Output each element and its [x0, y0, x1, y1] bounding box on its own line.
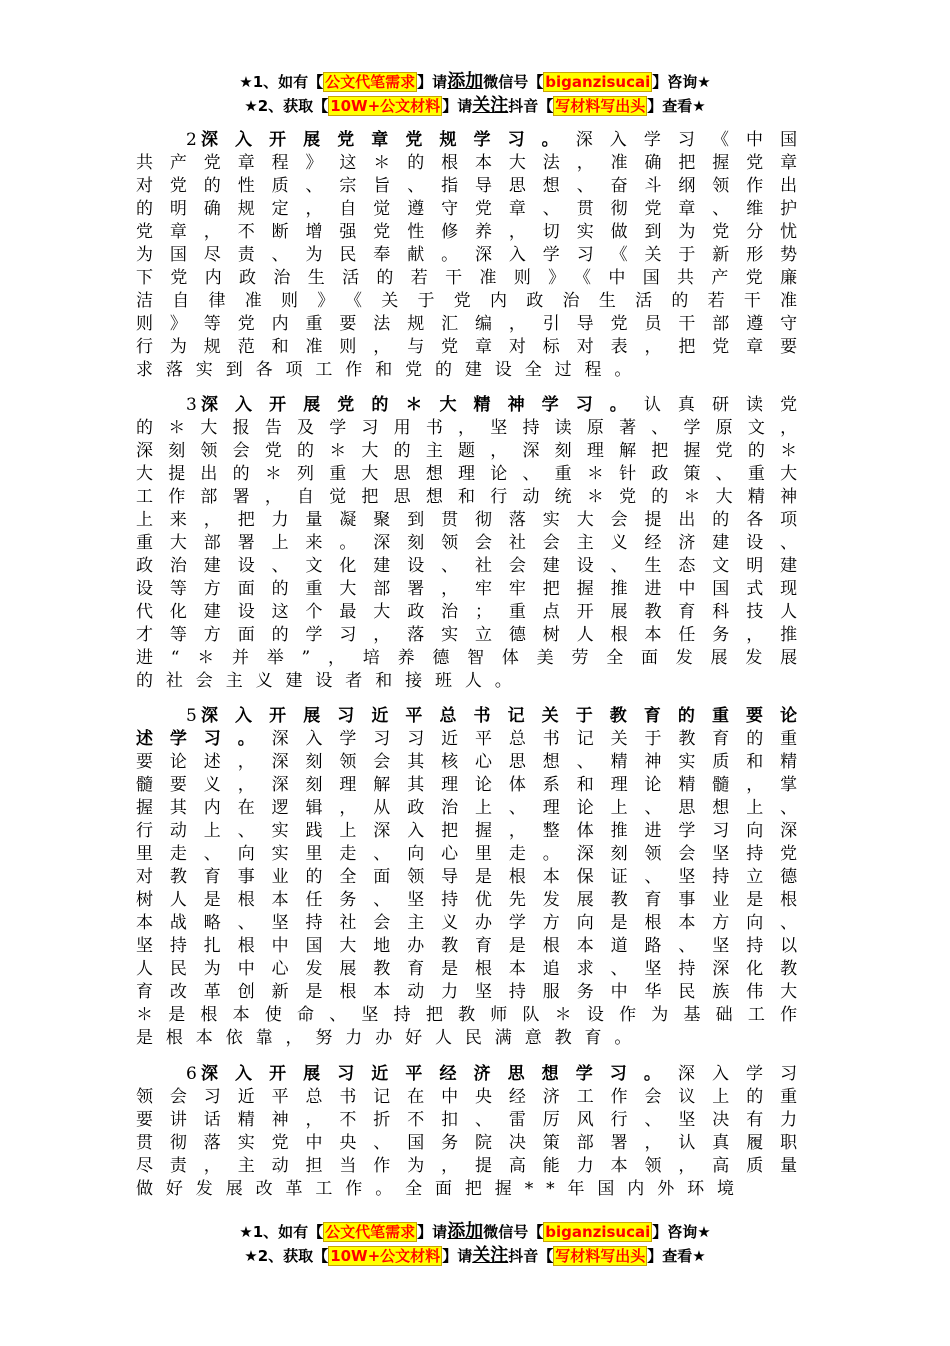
paragraph-text: 育改革创新是根本动力坚持服务中华民族伟大	[136, 982, 810, 1002]
promo-text: 】查看★	[647, 1247, 706, 1265]
douyin-id: 写材料写出头	[555, 1247, 646, 1265]
promo-highlight: 10W+公文材料	[330, 1247, 441, 1265]
paragraph-text: 深刻领会党的＊大的主题，深刻理解把握党的＊	[136, 441, 810, 461]
text-line	[136, 1063, 810, 1086]
promo-line-2	[0, 94, 950, 118]
paragraph-number: 2	[186, 130, 197, 150]
paragraph-text: 共产党章程》这＊的根本大法，准确把握党章	[136, 153, 810, 173]
paragraph-5	[136, 705, 810, 1050]
douyin-id: 写材料写出头	[555, 97, 646, 115]
text-line	[136, 624, 810, 647]
paragraph-number: 3	[186, 395, 197, 415]
text-line	[136, 889, 810, 912]
text-line	[136, 705, 810, 728]
paragraph-text: 领会习近平总书记在中央经济工作会议上的重	[136, 1087, 810, 1107]
promo-highlight: 公文代笔需求	[325, 73, 416, 91]
text-line	[136, 359, 810, 382]
promo-text: 】咨询★	[652, 1223, 711, 1241]
promo-text: 】请	[442, 97, 473, 115]
wechat-id: biganzisucai	[545, 1223, 651, 1241]
paragraph-2	[136, 129, 810, 382]
text-line	[136, 221, 810, 244]
promo-text: ★2、获取【	[244, 97, 329, 115]
promo-emphasis: 关注	[472, 95, 509, 116]
text-line	[136, 601, 810, 624]
text-line	[136, 1109, 810, 1132]
paragraph-text: 髓要义，深刻理解其理论体系和理论精髓，掌	[136, 775, 810, 795]
text-line	[136, 290, 810, 313]
paragraph-text: 尽责，主动担当作为，提高能力本领，高质量	[136, 1156, 810, 1176]
promo-line-1	[0, 70, 950, 94]
paragraph-text: 大提出的＊列重大思想理论、重＊针政策、重大	[136, 464, 810, 484]
paragraph-text: 才等方面的学习，落实立德树人根本任务，推	[136, 625, 810, 645]
paragraph-text: 重大部署上来。深刻领会社会主义经济建设、	[136, 533, 810, 553]
promo-emphasis: 添加	[447, 71, 484, 92]
text-line	[136, 336, 810, 359]
text-line	[136, 486, 810, 509]
paragraph-text: 握其内在逻辑，从政治上、理论上、思想上、	[136, 798, 810, 818]
paragraph-text: 深入学习	[677, 1064, 810, 1084]
paragraph-text: 工作部署，自觉把思想和行动统＊党的＊大精神	[136, 487, 810, 507]
text-line	[136, 175, 810, 198]
text-line	[136, 440, 810, 463]
text-line	[136, 532, 810, 555]
paragraph-text: 上来，把力量凝聚到贯彻落实大会提出的各项	[136, 510, 810, 530]
promo-line-2	[0, 1244, 950, 1268]
paragraph-text: 下党内政治生活的若干准则》《中国共产党廉	[136, 268, 810, 288]
paragraph-text: 的＊大报告及学习用书，坚持读原著、学原文，	[136, 418, 810, 438]
paragraph-text: 本战略、坚持社会主义办学方向是根本方向、	[136, 913, 810, 933]
paragraph-heading: 深入开展习近平总书记关于教育的重要论	[196, 706, 810, 726]
paragraph-text: 里走、向实里走、向心里走。深刻领会坚持党	[136, 844, 810, 864]
text-line	[136, 1178, 810, 1201]
paragraph-text: 做好发展改革工作。全面把握**年国内外环境	[136, 1179, 747, 1199]
promo-line-1	[0, 1220, 950, 1244]
promo-text: 抖音【	[508, 97, 554, 115]
promo-emphasis: 添加	[447, 1221, 484, 1242]
promo-highlight: 10W+公文材料	[330, 97, 441, 115]
promo-text: 】请	[417, 73, 448, 91]
paragraph-text: 深入学习《中国	[575, 130, 810, 150]
paragraph-heading: 深入开展习近平经济思想学习。	[196, 1064, 678, 1084]
text-line	[136, 394, 810, 417]
text-line	[136, 1027, 810, 1050]
wechat-id: biganzisucai	[545, 73, 651, 91]
text-line	[136, 1086, 810, 1109]
text-line	[136, 843, 810, 866]
paragraph-text: 树人是根本任务、坚持优先发展教育事业是根	[136, 890, 810, 910]
text-line	[136, 1132, 810, 1155]
paragraph-text: 求落实到各项工作和党的建设全过程。	[136, 360, 645, 380]
paragraph-text: 进“＊并举”，培养德智体美劳全面发展发展	[136, 648, 810, 668]
paragraph-heading: 深入开展党章党规学习。	[196, 130, 576, 150]
paragraph-text: 是根本依靠，努力办好人民满意教育。	[136, 1028, 645, 1048]
text-line	[136, 244, 810, 267]
paragraph-text: 为国尽责、为民奉献。深入学习《关于新形势	[136, 245, 810, 265]
text-line	[136, 866, 810, 889]
text-line	[136, 509, 810, 532]
text-line	[136, 935, 810, 958]
promo-text: 微信号【	[483, 73, 544, 91]
text-line	[136, 728, 810, 751]
paragraph-text: 贯彻落实党中央、国务院决策部署，认真履职	[136, 1133, 810, 1153]
text-line	[136, 981, 810, 1004]
paragraph-text: 洁自律准则》《关于党内政治生活的若干准	[136, 291, 810, 311]
promo-header	[0, 70, 950, 118]
paragraph-number: 5	[186, 706, 197, 726]
text-line	[136, 555, 810, 578]
promo-footer	[0, 1220, 950, 1268]
paragraph-text: 认真研读党	[643, 395, 810, 415]
paragraph-text: 的明确规定，自觉遵守党章、贯彻党章、维护	[136, 199, 810, 219]
paragraph-text: 对教育事业的全面领导是根本保证、坚持立德	[136, 867, 810, 887]
text-line	[136, 647, 810, 670]
paragraph-text: 政治建设、文化建设、社会建设、生态文明建	[136, 556, 810, 576]
text-line	[136, 1004, 810, 1027]
text-line	[136, 198, 810, 221]
paragraph-text: ＊是根本使命、坚持把教师队＊设作为基础工作	[136, 1005, 810, 1025]
text-line	[136, 1155, 810, 1178]
promo-text: ★2、获取【	[244, 1247, 329, 1265]
text-line	[136, 463, 810, 486]
paragraph-text: 行为规范和准则，与党章对标对表，把党章要	[136, 337, 810, 357]
text-line	[136, 751, 810, 774]
promo-text: 】咨询★	[652, 73, 711, 91]
paragraph-text: 深入学习习近平总书记关于教育的重	[271, 729, 810, 749]
text-line	[136, 774, 810, 797]
paragraph-text: 代化建设这个最大政治；重点开展教育科技人	[136, 602, 810, 622]
text-line	[136, 578, 810, 601]
text-line	[136, 129, 810, 152]
text-line	[136, 912, 810, 935]
paragraph-text: 的社会主义建设者和接班人。	[136, 671, 525, 691]
text-line	[136, 417, 810, 440]
paragraph-number: 6	[186, 1064, 197, 1084]
text-line	[136, 958, 810, 981]
text-line	[136, 313, 810, 336]
paragraph-heading: 述学习。	[136, 729, 272, 749]
paragraph-text: 对党的性质、宗旨、指导思想、奋斗纲领作出	[136, 176, 810, 196]
paragraph-text: 人民为中心发展教育是根本追求、坚持深化教	[136, 959, 810, 979]
promo-text: 】查看★	[647, 97, 706, 115]
paragraph-text: 要讲话精神，不折不扣、雷厉风行、坚决有力	[136, 1110, 810, 1130]
text-line	[136, 820, 810, 843]
text-line	[136, 670, 810, 693]
promo-emphasis: 关注	[472, 1245, 509, 1266]
text-line	[136, 797, 810, 820]
text-line	[136, 267, 810, 290]
paragraph-3	[136, 394, 810, 693]
promo-text: 微信号【	[483, 1223, 544, 1241]
paragraph-text: 行动上、实践上深入把握，整体推进学习向深	[136, 821, 810, 841]
paragraph-text: 坚持扎根中国大地办教育是根本道路、坚持以	[136, 936, 810, 956]
paragraph-text: 则》等党内重要法规汇编，引导党员干部遵守	[136, 314, 810, 334]
paragraph-6	[136, 1063, 810, 1201]
promo-text: ★1、如有【	[239, 73, 324, 91]
promo-text: 】请	[417, 1223, 448, 1241]
promo-text: 】请	[442, 1247, 473, 1265]
text-line	[136, 152, 810, 175]
promo-highlight: 公文代笔需求	[325, 1223, 416, 1241]
paragraph-heading: 深入开展党的＊大精神学习。	[196, 395, 644, 415]
paragraph-text: 要论述，深刻领会其核心思想、精神实质和精	[136, 752, 810, 772]
paragraph-text: 党章，不断增强党性修养，切实做到为党分忧	[136, 222, 810, 242]
promo-text: ★1、如有【	[239, 1223, 324, 1241]
paragraph-text: 设等方面的重大部署，牢牢把握推进中国式现	[136, 579, 810, 599]
promo-text: 抖音【	[508, 1247, 554, 1265]
